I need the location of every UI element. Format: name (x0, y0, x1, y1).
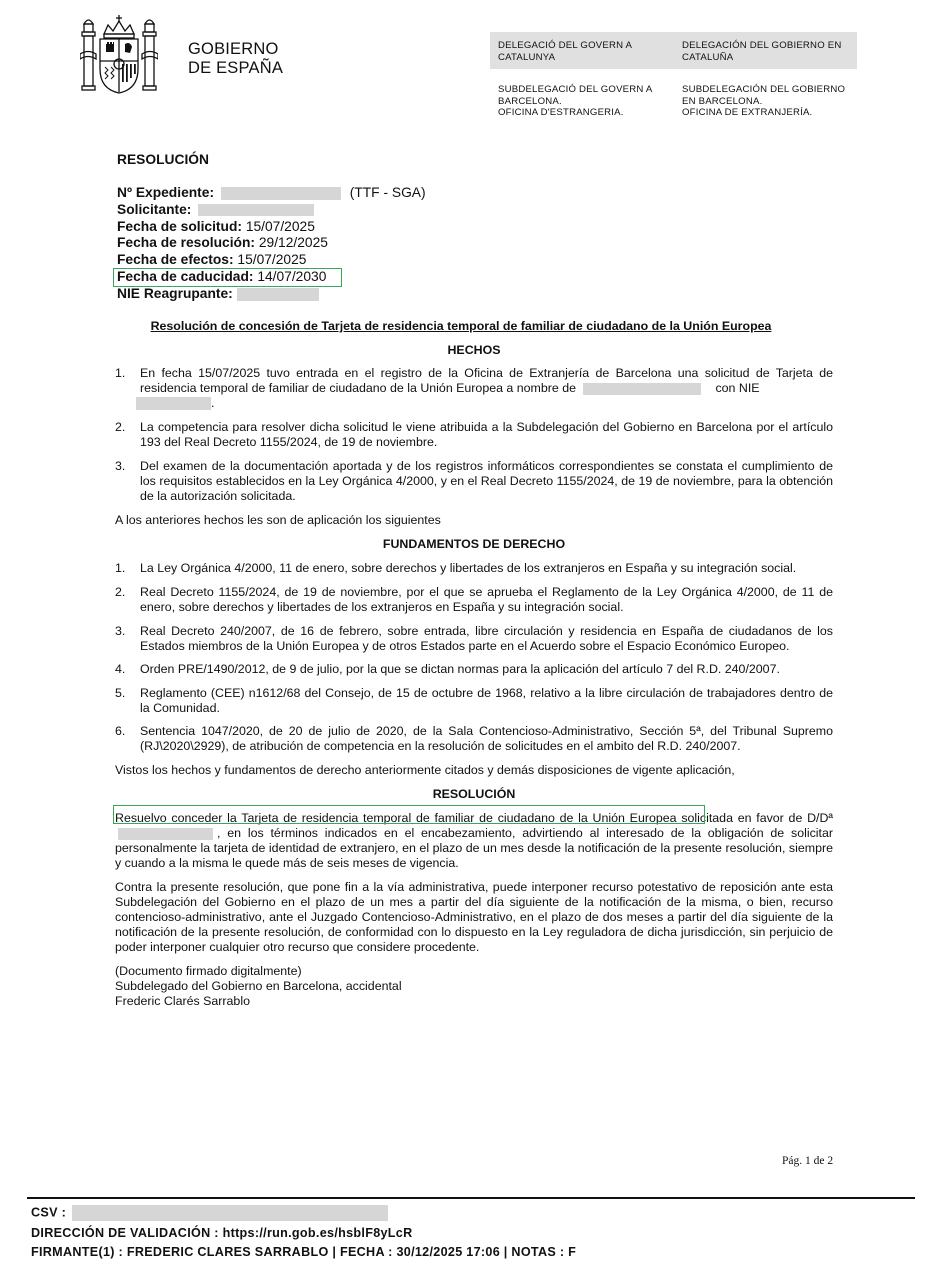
caducidad-value: 14/07/2030 (257, 268, 327, 284)
list-item (115, 420, 833, 450)
item-number: 5. (115, 686, 126, 700)
hechos-item-3 (115, 459, 833, 504)
resolucion-rest-text: , en los términos indicados en el encabezamiento, advirtiendo al interesado de la obligación de solicitar personalmente la tarjeta de identidad de extranjero, en el plazo de un mes desde la notificación de la presente resolución, siempre y cuando a la misma le quede más de seis meses de vigencia. (115, 826, 833, 870)
signer-info: FIRMANTE(1) : FREDERIC CLARES SARRABLO | FECHA : 30/12/2025 17:06 | NOTAS : F (31, 1245, 577, 1259)
fundamento-5-text: Reglamento (CEE) n1612/68 del Consejo, de 15 de octubre de 1968, relativo a la libre circulación de trabajadores dentro de la Comunidad. (140, 686, 833, 715)
subdelegation-catalan-name: SUBDELEGACIÓ DEL GOVERN A BARCELONA. (498, 84, 652, 107)
hechos-1-end: . (211, 396, 215, 410)
vistos-text: Vistos los hechos y fundamentos de derecho anteriormente citados y demás disposiciones de vigente aplicación, (115, 763, 735, 777)
page-number: Pág. 1 de 2 (782, 1155, 834, 1167)
solicitante-row (117, 202, 426, 219)
resolution-subject: Resolución de concesión de Tarjeta de residencia temporal de familiar de ciudadano de la Unión Europea (150, 319, 772, 333)
redacted-expediente (221, 187, 341, 200)
hechos-heading: HECHOS (447, 343, 501, 357)
signature-line-2: Subdelegado del Gobierno en Barcelona, accidental (115, 979, 402, 993)
caducidad-highlight-box (113, 268, 342, 287)
redacted-csv-code (72, 1205, 388, 1221)
hechos-item-2 (115, 420, 833, 450)
item-number: 6. (115, 724, 126, 738)
item-number: 3. (115, 459, 126, 473)
footer-divider (27, 1197, 915, 1199)
fundamento-3-text: Real Decreto 240/2007, de 16 de febrero, sobre entrada, libre circulación y residencia en España de ciudadanos de los Estados miembros de la Unión Europea y de otros Estados parte en el Acuerdo sobre el Espacio Económico Europeo. (140, 624, 833, 653)
efectos-row (117, 252, 426, 269)
list-item (115, 724, 833, 754)
resolucion-label: Fecha de resolución: (117, 235, 256, 251)
redacted-applicant-name (583, 383, 701, 395)
signature-block (115, 964, 833, 1009)
subdelegation-spanish (682, 84, 854, 119)
redacted-applicant-nie (136, 397, 211, 410)
list-item (115, 662, 833, 677)
list-item (115, 561, 833, 576)
item-number: 1. (115, 561, 126, 575)
recurso-paragraph: Contra la presente resolución, que pone fin a la vía administrativa, puede interponer recurso potestativo de reposición ante esta Subdelegación del Gobierno en el plazo de un mes a partir del día siguiente de la notificación de la misma, o bien, recurso contencioso-administrativo, ante el Juzgado Contencioso-Administrativo, en el plazo de dos meses a partir del día siguiente de la notificación de la presente resolución, de conformidad con lo dispuesto en la Ley reguladora de dicha jurisdicción, sin perjuicio de poder interponer cualquier otro recurso que considere procedente. (115, 880, 833, 954)
csv-row (31, 1205, 388, 1221)
hechos-item-1 (115, 366, 833, 411)
item-number: 3. (115, 624, 126, 638)
caducidad-label: Fecha de caducidad: (117, 268, 254, 284)
list-item (115, 624, 833, 654)
hechos-2-text: La competencia para resolver dicha solicitud le viene atribuida a la Subdelegación del Gobierno en Barcelona por el artículo 193 del Real Decreto 1155/2024, de 19 de noviembre. (140, 420, 833, 449)
resolucion-highlight-box (113, 805, 705, 824)
resolucion-favor-text: solicitada en favor de D/Dª (681, 811, 834, 825)
redacted-solicitante (198, 204, 314, 216)
fundamento-item-6 (115, 724, 833, 754)
fundamento-item-4 (115, 662, 833, 677)
delegation-catalan: DELEGACIÓ DEL GOVERN A CATALUNYA (498, 40, 632, 63)
fundamento-item-3 (115, 624, 833, 654)
list-item (115, 366, 833, 396)
hechos-1-continuation (115, 396, 833, 411)
solicitud-value: 15/07/2025 (245, 218, 315, 234)
item-number: 2. (115, 420, 126, 434)
subdelegation-catalan (498, 84, 668, 119)
hechos-3-text: Del examen de la documentación aportada y de los registros informáticos correspondientes se constata el cumplimiento de los requisitos establecidos en la Ley Orgánica 4/2000, y en el Real Decreto 1155/2024, de 19 de noviembre, para la obtención de la autorización solicitada. (140, 459, 833, 503)
resolucion-value: 29/12/2025 (258, 235, 328, 251)
redacted-nie-reagrupante (237, 288, 319, 301)
fundamentos-heading: FUNDAMENTOS DE DERECHO (382, 537, 566, 551)
transition-text: A los anteriores hechos les son de aplicación los siguientes (115, 513, 441, 527)
fundamento-2-text: Real Decreto 1155/2024, de 19 de noviembre, por el que se aprueba el Reglamento de la Ley Orgánica 4/2000, de 11 de enero, sobre derechos y libertades de los extranjeros en España y su integración social. (140, 585, 833, 614)
item-number: 4. (115, 662, 126, 676)
fundamento-item-2 (115, 585, 833, 615)
validation-address: DIRECCIÓN DE VALIDACIÓN : https://run.gob.es/hsblF8yLcR (31, 1226, 413, 1240)
resolucion-heading: RESOLUCIÓN (432, 787, 516, 801)
document-title: RESOLUCIÓN (117, 152, 209, 167)
gov-line-1: GOBIERNO (188, 40, 279, 58)
solicitante-label: Solicitante: (117, 201, 192, 217)
gov-line-2: DE ESPAÑA (188, 59, 284, 77)
expediente-suffix: (TTF - SGA) (349, 185, 426, 200)
list-item (115, 686, 833, 716)
list-item (115, 585, 833, 615)
list-item (115, 459, 833, 504)
fundamento-4-text: Orden PRE/1490/2012, de 9 de julio, por la que se dictan normas para la aplicación del artículo 7 del R.D. 240/2007. (140, 662, 780, 676)
efectos-value: 15/07/2025 (237, 252, 307, 268)
resolucion-row (117, 235, 426, 252)
delegation-spanish: DELEGACIÓN DEL GOBIERNO EN CATALUÑA (682, 40, 842, 63)
expediente-label: Nº Expediente: (117, 185, 215, 200)
office-catalan: OFICINA D'ESTRANGERIA. (498, 107, 624, 118)
office-spanish: OFICINA DE EXTRANJERÍA. (682, 107, 813, 118)
signature-line-3: Frederic Clarés Sarrablo (115, 994, 250, 1008)
solicitud-row (117, 219, 426, 236)
expediente-row (117, 185, 426, 202)
signature-line-1: (Documento firmado digitalmente) (115, 964, 302, 978)
redacted-beneficiary-name (118, 828, 213, 840)
resolucion-highlighted-text: Resuelvo conceder la Tarjeta de residencia temporal de familiar de ciudadano de la Unión Europea (115, 811, 677, 825)
fundamento-item-1 (115, 561, 833, 576)
fundamento-1-text: La Ley Orgánica 4/2000, 11 de enero, sobre derechos y libertades de los extranjeros en España y su integración social. (140, 561, 797, 575)
item-number: 1. (115, 366, 126, 380)
government-name (188, 40, 283, 78)
fundamento-item-5 (115, 686, 833, 716)
nie-row (117, 286, 426, 303)
nie-label: NIE Reagrupante: (117, 285, 233, 301)
hechos-1-text: En fecha 15/07/2025 tuvo entrada en el registro de la Oficina de Extranjería de Barcelona una solicitud de Tarjeta de residencia temporal de familiar de ciudadano de la Unión Europea a nombre de (140, 366, 833, 395)
efectos-label: Fecha de efectos: (117, 252, 234, 268)
fundamento-6-text: Sentencia 1047/2020, de 20 de julio de 2020, de la Sala Contencioso-Administrativo, Sección 5ª, del Tribunal Supremo (RJ\2020\2929), de atribución de competencia en la resolución de solicitudes en el ambito del R.D. 240/2007. (140, 724, 833, 753)
coat-of-arms-icon (80, 14, 158, 96)
csv-label: CSV : (31, 1205, 67, 1220)
hechos-1-nie-label: con NIE (715, 381, 760, 395)
subdelegation-spanish-name: SUBDELEGACIÓN DEL GOBIERNO EN BARCELONA. (682, 84, 846, 107)
solicitud-label: Fecha de solicitud: (117, 218, 242, 234)
item-number: 2. (115, 585, 126, 599)
